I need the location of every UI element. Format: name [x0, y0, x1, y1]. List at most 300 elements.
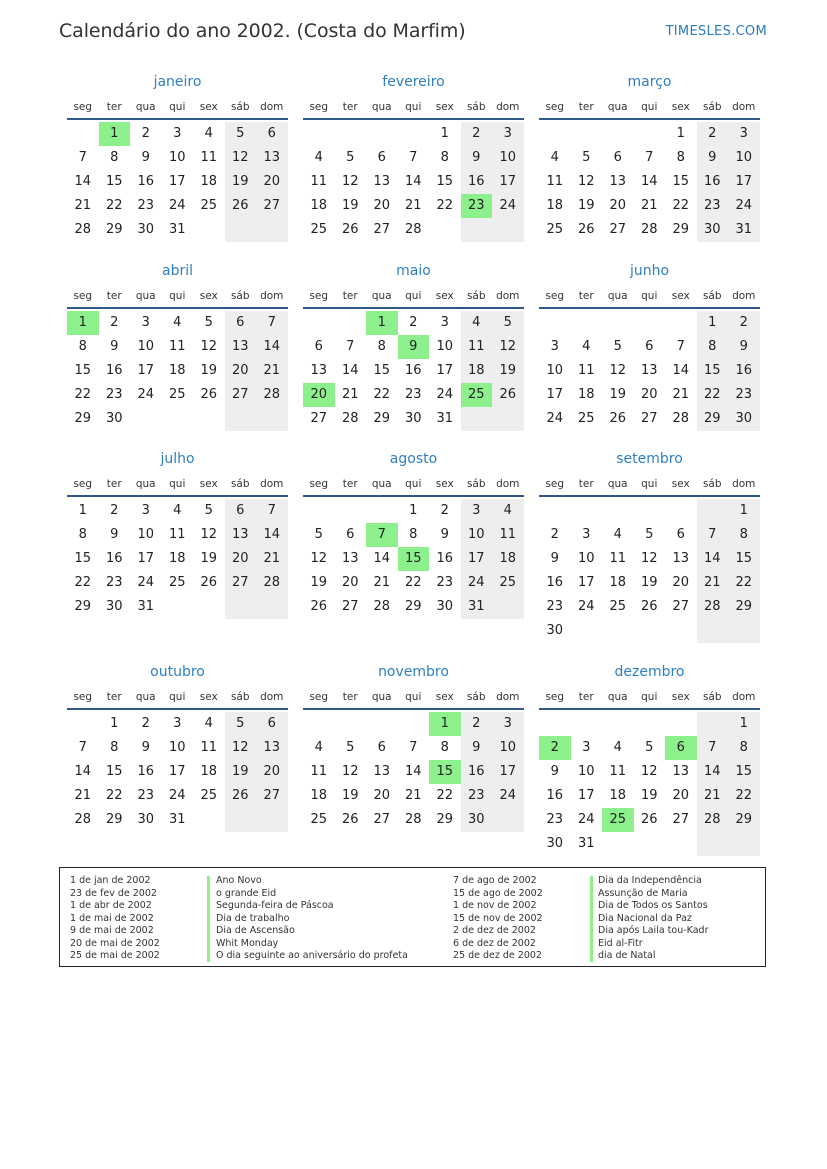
holiday-day-cell[interactable]: 23 [461, 194, 493, 218]
day-cell[interactable]: 23 [728, 383, 760, 407]
day-cell[interactable]: 23 [546, 599, 564, 614]
day-cell[interactable]: 19 [341, 788, 359, 803]
day-cell[interactable]: 27 [640, 411, 658, 426]
day-cell[interactable]: 27 [225, 571, 257, 595]
day-cell[interactable]: 10 [577, 764, 595, 779]
day-cell[interactable]: 11 [200, 150, 218, 165]
day-cell[interactable]: 22 [436, 788, 454, 803]
day-cell[interactable]: 15 [105, 174, 123, 189]
day-cell[interactable]: 18 [609, 575, 627, 590]
day-cell[interactable]: 24 [492, 784, 524, 808]
day-cell[interactable]: 3 [141, 315, 150, 330]
day-cell[interactable]: 10 [546, 363, 564, 378]
day-cell[interactable]: 21 [373, 575, 391, 590]
day-cell[interactable]: 17 [461, 547, 493, 571]
day-cell[interactable]: 26 [225, 784, 257, 808]
day-cell[interactable]: 27 [310, 411, 328, 426]
day-cell[interactable]: 18 [200, 764, 218, 779]
holiday-day-cell[interactable]: 6 [665, 736, 697, 760]
day-cell[interactable]: 8 [728, 523, 760, 547]
day-cell[interactable]: 21 [697, 784, 729, 808]
day-cell[interactable]: 20 [225, 547, 257, 571]
day-cell[interactable]: 14 [404, 764, 422, 779]
day-cell[interactable]: 13 [640, 363, 658, 378]
day-cell[interactable]: 14 [404, 174, 422, 189]
day-cell[interactable]: 16 [546, 575, 564, 590]
day-cell[interactable]: 27 [256, 784, 288, 808]
day-cell[interactable]: 26 [341, 222, 359, 237]
day-cell[interactable]: 18 [461, 359, 493, 383]
day-cell[interactable]: 12 [200, 339, 218, 354]
day-cell[interactable]: 30 [461, 808, 493, 832]
day-cell[interactable]: 24 [492, 194, 524, 218]
day-cell[interactable]: 15 [436, 174, 454, 189]
day-cell[interactable]: 14 [256, 335, 288, 359]
day-cell[interactable]: 27 [373, 222, 391, 237]
day-cell[interactable]: 30 [137, 812, 155, 827]
day-cell[interactable]: 7 [256, 499, 288, 523]
day-cell[interactable]: 4 [492, 499, 524, 523]
day-cell[interactable]: 16 [137, 174, 155, 189]
day-cell[interactable]: 14 [74, 174, 92, 189]
day-cell[interactable]: 1 [110, 716, 119, 731]
day-cell[interactable]: 16 [461, 170, 493, 194]
day-cell[interactable]: 28 [341, 411, 359, 426]
day-cell[interactable]: 25 [200, 788, 218, 803]
day-cell[interactable]: 13 [225, 335, 257, 359]
day-cell[interactable]: 25 [200, 198, 218, 213]
day-cell[interactable]: 9 [550, 764, 559, 779]
day-cell[interactable]: 8 [440, 740, 449, 755]
day-cell[interactable]: 21 [74, 198, 92, 213]
day-cell[interactable]: 18 [546, 198, 564, 213]
day-cell[interactable]: 11 [609, 764, 627, 779]
day-cell[interactable]: 8 [78, 339, 87, 354]
day-cell[interactable]: 7 [697, 523, 729, 547]
day-cell[interactable]: 8 [409, 527, 418, 542]
day-cell[interactable]: 18 [200, 174, 218, 189]
day-cell[interactable]: 24 [577, 812, 595, 827]
day-cell[interactable]: 15 [74, 551, 92, 566]
day-cell[interactable]: 20 [341, 575, 359, 590]
day-cell[interactable]: 11 [168, 527, 186, 542]
day-cell[interactable]: 29 [74, 411, 92, 426]
holiday-day-cell[interactable]: 1 [429, 712, 461, 736]
day-cell[interactable]: 21 [697, 571, 729, 595]
day-cell[interactable]: 19 [341, 198, 359, 213]
day-cell[interactable]: 13 [310, 363, 328, 378]
day-cell[interactable]: 27 [256, 194, 288, 218]
day-cell[interactable]: 23 [436, 575, 454, 590]
day-cell[interactable]: 6 [314, 339, 323, 354]
day-cell[interactable]: 20 [373, 198, 391, 213]
day-cell[interactable]: 25 [609, 599, 627, 614]
day-cell[interactable]: 21 [404, 788, 422, 803]
day-cell[interactable]: 13 [373, 174, 391, 189]
day-cell[interactable]: 3 [173, 126, 182, 141]
day-cell[interactable]: 9 [461, 146, 493, 170]
day-cell[interactable]: 28 [697, 595, 729, 619]
day-cell[interactable]: 24 [546, 411, 564, 426]
day-cell[interactable]: 17 [728, 170, 760, 194]
day-cell[interactable]: 30 [105, 599, 123, 614]
day-cell[interactable]: 23 [461, 784, 493, 808]
day-cell[interactable]: 20 [672, 575, 690, 590]
day-cell[interactable]: 17 [137, 551, 155, 566]
day-cell[interactable]: 11 [168, 339, 186, 354]
day-cell[interactable]: 15 [728, 547, 760, 571]
day-cell[interactable]: 14 [697, 547, 729, 571]
day-cell[interactable]: 4 [173, 315, 182, 330]
day-cell[interactable]: 25 [492, 571, 524, 595]
day-cell[interactable]: 28 [672, 411, 690, 426]
brand-link[interactable]: TIMESLES.COM [665, 24, 767, 39]
day-cell[interactable]: 16 [697, 170, 729, 194]
day-cell[interactable]: 11 [546, 174, 564, 189]
day-cell[interactable]: 25 [168, 387, 186, 402]
day-cell[interactable]: 31 [728, 218, 760, 242]
day-cell[interactable]: 4 [613, 527, 622, 542]
day-cell[interactable]: 13 [373, 764, 391, 779]
day-cell[interactable]: 24 [137, 387, 155, 402]
day-cell[interactable]: 17 [168, 764, 186, 779]
day-cell[interactable]: 16 [436, 551, 454, 566]
day-cell[interactable]: 18 [168, 551, 186, 566]
day-cell[interactable]: 2 [550, 527, 559, 542]
day-cell[interactable]: 6 [645, 339, 654, 354]
day-cell[interactable]: 10 [492, 736, 524, 760]
day-cell[interactable]: 5 [645, 740, 654, 755]
day-cell[interactable]: 19 [577, 198, 595, 213]
day-cell[interactable]: 22 [74, 387, 92, 402]
day-cell[interactable]: 7 [697, 736, 729, 760]
day-cell[interactable]: 18 [492, 547, 524, 571]
day-cell[interactable]: 2 [110, 503, 119, 518]
day-cell[interactable]: 10 [137, 527, 155, 542]
day-cell[interactable]: 23 [137, 788, 155, 803]
day-cell[interactable]: 12 [577, 174, 595, 189]
day-cell[interactable]: 7 [78, 150, 87, 165]
day-cell[interactable]: 10 [168, 150, 186, 165]
day-cell[interactable]: 3 [582, 527, 591, 542]
day-cell[interactable]: 3 [141, 503, 150, 518]
day-cell[interactable]: 2 [697, 122, 729, 146]
day-cell[interactable]: 5 [204, 315, 213, 330]
day-cell[interactable]: 9 [461, 736, 493, 760]
day-cell[interactable]: 3 [492, 712, 524, 736]
day-cell[interactable]: 11 [310, 764, 328, 779]
day-cell[interactable]: 16 [105, 551, 123, 566]
day-cell[interactable]: 5 [204, 503, 213, 518]
day-cell[interactable]: 6 [225, 499, 257, 523]
day-cell[interactable]: 5 [645, 527, 654, 542]
day-cell[interactable]: 11 [492, 523, 524, 547]
day-cell[interactable]: 17 [577, 575, 595, 590]
day-cell[interactable]: 16 [105, 363, 123, 378]
holiday-day-cell[interactable]: 15 [429, 760, 461, 784]
day-cell[interactable]: 28 [373, 599, 391, 614]
day-cell[interactable]: 19 [310, 575, 328, 590]
day-cell[interactable]: 2 [461, 712, 493, 736]
day-cell[interactable]: 8 [728, 736, 760, 760]
day-cell[interactable]: 24 [577, 599, 595, 614]
day-cell[interactable]: 18 [168, 363, 186, 378]
day-cell[interactable]: 2 [141, 126, 150, 141]
day-cell[interactable]: 10 [137, 339, 155, 354]
day-cell[interactable]: 27 [225, 383, 257, 407]
day-cell[interactable]: 17 [492, 760, 524, 784]
day-cell[interactable]: 17 [168, 174, 186, 189]
day-cell[interactable]: 1 [409, 503, 418, 518]
day-cell[interactable]: 29 [105, 812, 123, 827]
day-cell[interactable]: 18 [609, 788, 627, 803]
day-cell[interactable]: 3 [582, 740, 591, 755]
day-cell[interactable]: 11 [609, 551, 627, 566]
day-cell[interactable]: 17 [436, 363, 454, 378]
day-cell[interactable]: 19 [225, 760, 257, 784]
day-cell[interactable]: 12 [640, 764, 658, 779]
day-cell[interactable]: 1 [697, 311, 729, 335]
day-cell[interactable]: 29 [373, 411, 391, 426]
holiday-day-cell[interactable]: 2 [539, 736, 571, 760]
day-cell[interactable]: 21 [256, 547, 288, 571]
day-cell[interactable]: 7 [346, 339, 355, 354]
day-cell[interactable]: 3 [440, 315, 449, 330]
holiday-day-cell[interactable]: 20 [303, 383, 335, 407]
day-cell[interactable]: 22 [373, 387, 391, 402]
holiday-day-cell[interactable]: 1 [67, 311, 99, 335]
day-cell[interactable]: 13 [225, 523, 257, 547]
day-cell[interactable]: 9 [110, 527, 119, 542]
day-cell[interactable]: 12 [492, 335, 524, 359]
day-cell[interactable]: 6 [377, 150, 386, 165]
day-cell[interactable]: 20 [225, 359, 257, 383]
day-cell[interactable]: 30 [728, 407, 760, 431]
day-cell[interactable]: 19 [492, 359, 524, 383]
day-cell[interactable]: 15 [697, 359, 729, 383]
day-cell[interactable]: 4 [204, 126, 213, 141]
day-cell[interactable]: 22 [404, 575, 422, 590]
day-cell[interactable]: 5 [314, 527, 323, 542]
holiday-day-cell[interactable]: 9 [398, 335, 430, 359]
day-cell[interactable]: 30 [105, 411, 123, 426]
day-cell[interactable]: 9 [141, 150, 150, 165]
day-cell[interactable]: 24 [168, 788, 186, 803]
day-cell[interactable]: 23 [404, 387, 422, 402]
day-cell[interactable]: 5 [225, 122, 257, 146]
day-cell[interactable]: 14 [256, 523, 288, 547]
day-cell[interactable]: 19 [200, 363, 218, 378]
day-cell[interactable]: 12 [225, 736, 257, 760]
day-cell[interactable]: 7 [409, 740, 418, 755]
day-cell[interactable]: 13 [609, 174, 627, 189]
day-cell[interactable]: 8 [110, 150, 119, 165]
holiday-day-cell[interactable]: 15 [398, 547, 430, 571]
day-cell[interactable]: 26 [225, 194, 257, 218]
holiday-day-cell[interactable]: 1 [366, 311, 398, 335]
day-cell[interactable]: 7 [645, 150, 654, 165]
day-cell[interactable]: 8 [110, 740, 119, 755]
day-cell[interactable]: 9 [110, 339, 119, 354]
day-cell[interactable]: 10 [728, 146, 760, 170]
day-cell[interactable]: 19 [609, 387, 627, 402]
day-cell[interactable]: 5 [346, 150, 355, 165]
day-cell[interactable]: 22 [105, 788, 123, 803]
day-cell[interactable]: 16 [461, 760, 493, 784]
day-cell[interactable]: 13 [672, 551, 690, 566]
day-cell[interactable]: 26 [492, 383, 524, 407]
day-cell[interactable]: 22 [728, 784, 760, 808]
day-cell[interactable]: 4 [582, 339, 591, 354]
day-cell[interactable]: 4 [173, 503, 182, 518]
day-cell[interactable]: 28 [74, 222, 92, 237]
day-cell[interactable]: 29 [436, 812, 454, 827]
day-cell[interactable]: 6 [256, 122, 288, 146]
day-cell[interactable]: 21 [256, 359, 288, 383]
day-cell[interactable]: 5 [492, 311, 524, 335]
day-cell[interactable]: 5 [582, 150, 591, 165]
day-cell[interactable]: 19 [640, 788, 658, 803]
day-cell[interactable]: 20 [256, 760, 288, 784]
day-cell[interactable]: 7 [409, 150, 418, 165]
day-cell[interactable]: 26 [577, 222, 595, 237]
day-cell[interactable]: 1 [728, 712, 760, 736]
day-cell[interactable]: 22 [105, 198, 123, 213]
day-cell[interactable]: 6 [613, 150, 622, 165]
day-cell[interactable]: 11 [577, 363, 595, 378]
day-cell[interactable]: 31 [168, 812, 186, 827]
day-cell[interactable]: 26 [609, 411, 627, 426]
day-cell[interactable]: 30 [546, 623, 564, 638]
day-cell[interactable]: 1 [78, 503, 87, 518]
day-cell[interactable]: 17 [492, 170, 524, 194]
day-cell[interactable]: 29 [728, 595, 760, 619]
day-cell[interactable]: 8 [377, 339, 386, 354]
day-cell[interactable]: 31 [168, 222, 186, 237]
day-cell[interactable]: 12 [310, 551, 328, 566]
day-cell[interactable]: 6 [377, 740, 386, 755]
day-cell[interactable]: 26 [341, 812, 359, 827]
day-cell[interactable]: 13 [256, 736, 288, 760]
day-cell[interactable]: 3 [550, 339, 559, 354]
day-cell[interactable]: 14 [697, 760, 729, 784]
day-cell[interactable]: 29 [672, 222, 690, 237]
day-cell[interactable]: 27 [373, 812, 391, 827]
day-cell[interactable]: 7 [676, 339, 685, 354]
day-cell[interactable]: 5 [225, 712, 257, 736]
holiday-day-cell[interactable]: 7 [366, 523, 398, 547]
day-cell[interactable]: 16 [728, 359, 760, 383]
day-cell[interactable]: 14 [672, 363, 690, 378]
day-cell[interactable]: 24 [461, 571, 493, 595]
day-cell[interactable]: 10 [436, 339, 454, 354]
day-cell[interactable]: 8 [78, 527, 87, 542]
day-cell[interactable]: 5 [613, 339, 622, 354]
day-cell[interactable]: 15 [373, 363, 391, 378]
day-cell[interactable]: 18 [310, 198, 328, 213]
day-cell[interactable]: 14 [74, 764, 92, 779]
day-cell[interactable]: 30 [546, 836, 564, 851]
day-cell[interactable]: 21 [672, 387, 690, 402]
day-cell[interactable]: 28 [404, 222, 422, 237]
day-cell[interactable]: 23 [105, 387, 123, 402]
day-cell[interactable]: 13 [672, 764, 690, 779]
day-cell[interactable]: 22 [672, 198, 690, 213]
day-cell[interactable]: 2 [110, 315, 119, 330]
day-cell[interactable]: 28 [74, 812, 92, 827]
day-cell[interactable]: 29 [697, 407, 729, 431]
day-cell[interactable]: 20 [672, 788, 690, 803]
day-cell[interactable]: 1 [676, 126, 685, 141]
day-cell[interactable]: 27 [341, 599, 359, 614]
day-cell[interactable]: 24 [436, 387, 454, 402]
day-cell[interactable]: 13 [256, 146, 288, 170]
day-cell[interactable]: 23 [137, 198, 155, 213]
day-cell[interactable]: 27 [609, 222, 627, 237]
day-cell[interactable]: 15 [105, 764, 123, 779]
day-cell[interactable]: 6 [225, 311, 257, 335]
day-cell[interactable]: 12 [640, 551, 658, 566]
day-cell[interactable]: 14 [373, 551, 391, 566]
day-cell[interactable]: 11 [310, 174, 328, 189]
day-cell[interactable]: 25 [577, 411, 595, 426]
day-cell[interactable]: 9 [697, 146, 729, 170]
day-cell[interactable]: 30 [404, 411, 422, 426]
day-cell[interactable]: 28 [697, 808, 729, 832]
day-cell[interactable]: 24 [137, 575, 155, 590]
day-cell[interactable]: 23 [546, 812, 564, 827]
day-cell[interactable]: 29 [728, 808, 760, 832]
day-cell[interactable]: 6 [676, 527, 685, 542]
day-cell[interactable]: 20 [640, 387, 658, 402]
day-cell[interactable]: 5 [346, 740, 355, 755]
day-cell[interactable]: 23 [105, 575, 123, 590]
day-cell[interactable]: 15 [728, 760, 760, 784]
day-cell[interactable]: 3 [173, 716, 182, 731]
day-cell[interactable]: 2 [728, 311, 760, 335]
day-cell[interactable]: 8 [440, 150, 449, 165]
day-cell[interactable]: 20 [256, 170, 288, 194]
day-cell[interactable]: 26 [200, 387, 218, 402]
day-cell[interactable]: 25 [546, 222, 564, 237]
day-cell[interactable]: 28 [256, 383, 288, 407]
day-cell[interactable]: 2 [461, 122, 493, 146]
day-cell[interactable]: 22 [436, 198, 454, 213]
day-cell[interactable]: 4 [550, 150, 559, 165]
day-cell[interactable]: 24 [168, 198, 186, 213]
day-cell[interactable]: 22 [697, 383, 729, 407]
day-cell[interactable]: 12 [341, 764, 359, 779]
day-cell[interactable]: 31 [137, 599, 155, 614]
day-cell[interactable]: 2 [141, 716, 150, 731]
day-cell[interactable]: 26 [200, 575, 218, 590]
day-cell[interactable]: 26 [640, 599, 658, 614]
day-cell[interactable]: 24 [728, 194, 760, 218]
day-cell[interactable]: 11 [200, 740, 218, 755]
day-cell[interactable]: 20 [609, 198, 627, 213]
day-cell[interactable]: 21 [74, 788, 92, 803]
day-cell[interactable]: 21 [640, 198, 658, 213]
day-cell[interactable]: 9 [440, 527, 449, 542]
day-cell[interactable]: 26 [310, 599, 328, 614]
day-cell[interactable]: 16 [546, 788, 564, 803]
day-cell[interactable]: 4 [204, 716, 213, 731]
day-cell[interactable]: 12 [200, 527, 218, 542]
day-cell[interactable]: 19 [200, 551, 218, 566]
day-cell[interactable]: 3 [492, 122, 524, 146]
day-cell[interactable]: 2 [440, 503, 449, 518]
day-cell[interactable]: 9 [550, 551, 559, 566]
